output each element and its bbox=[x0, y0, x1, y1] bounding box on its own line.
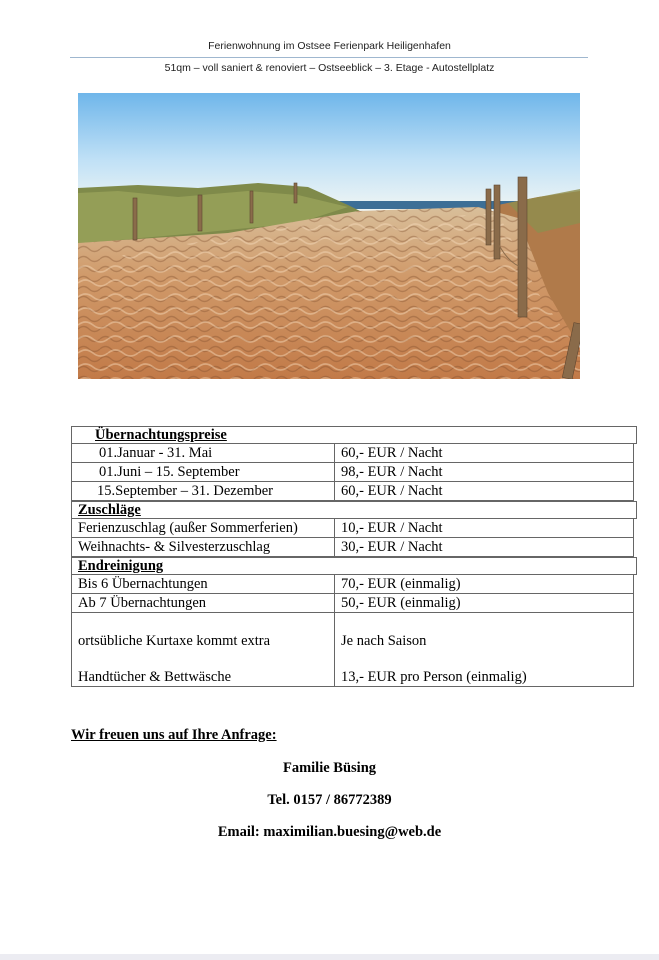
linen-value: 13,- EUR pro Person (einmalig) bbox=[341, 669, 527, 685]
document-subtitle: 51qm – voll saniert & renoviert – Ostseeblick – 3. Etage - Autostellplatz bbox=[164, 62, 495, 74]
tourist-tax-label: ortsübliche Kurtaxe kommt extra bbox=[78, 633, 271, 649]
extras-values bbox=[335, 613, 633, 686]
table-row bbox=[71, 538, 634, 557]
email-address: Email: maximilian.buesing@web.de bbox=[217, 824, 442, 840]
surcharge-label: Weihnachts- & Silvesterzuschlag bbox=[72, 538, 335, 556]
request-line: Wir freuen uns auf Ihre Anfrage: bbox=[71, 727, 277, 743]
table-row-extras bbox=[71, 613, 634, 687]
price-table bbox=[71, 426, 637, 687]
section-heading-overnight: Übernachtungspreise bbox=[71, 426, 637, 444]
surcharge-label: Ferienzuschlag (außer Sommerferien) bbox=[72, 519, 335, 537]
section-heading-cleaning: Endreinigung bbox=[71, 557, 637, 575]
tourist-tax-value: Je nach Saison bbox=[341, 633, 427, 649]
linen-label: Handtücher & Bettwäsche bbox=[78, 669, 232, 685]
price-value: 60,- EUR / Nacht bbox=[341, 483, 443, 499]
cleaning-value: 50,- EUR (einmalig) bbox=[341, 595, 461, 611]
extras-labels bbox=[72, 613, 335, 686]
cleaning-label: Bis 6 Übernachtungen bbox=[72, 575, 335, 593]
period-label: 01.Januar - 31. Mai bbox=[72, 444, 335, 462]
table-row bbox=[71, 463, 634, 482]
surcharge-value: 30,- EUR / Nacht bbox=[341, 539, 443, 555]
table-row bbox=[71, 594, 634, 613]
price-value: 60,- EUR / Nacht bbox=[341, 445, 443, 461]
cleaning-label: Ab 7 Übernachtungen bbox=[72, 594, 335, 612]
period-label: 01.Juni – 15. September bbox=[72, 463, 335, 481]
header-divider bbox=[70, 57, 588, 58]
period-label: 15.September – 31. Dezember bbox=[72, 482, 335, 500]
table-row bbox=[71, 444, 634, 463]
table-row bbox=[71, 482, 634, 501]
document-title: Ferienwohnung im Ostsee Ferienpark Heiligenhafen bbox=[208, 40, 451, 52]
table-row bbox=[71, 575, 634, 594]
section-heading-surcharges: Zuschläge bbox=[71, 501, 637, 519]
table-row bbox=[71, 519, 634, 538]
page-bottom-band bbox=[0, 954, 659, 960]
price-value: 98,- EUR / Nacht bbox=[341, 464, 443, 480]
family-name: Familie Büsing bbox=[282, 760, 377, 776]
cleaning-value: 70,- EUR (einmalig) bbox=[341, 576, 461, 592]
phone-number: Tel. 0157 / 86772389 bbox=[267, 792, 392, 808]
surcharge-value: 10,- EUR / Nacht bbox=[341, 520, 443, 536]
beach-path-photo bbox=[78, 93, 580, 379]
